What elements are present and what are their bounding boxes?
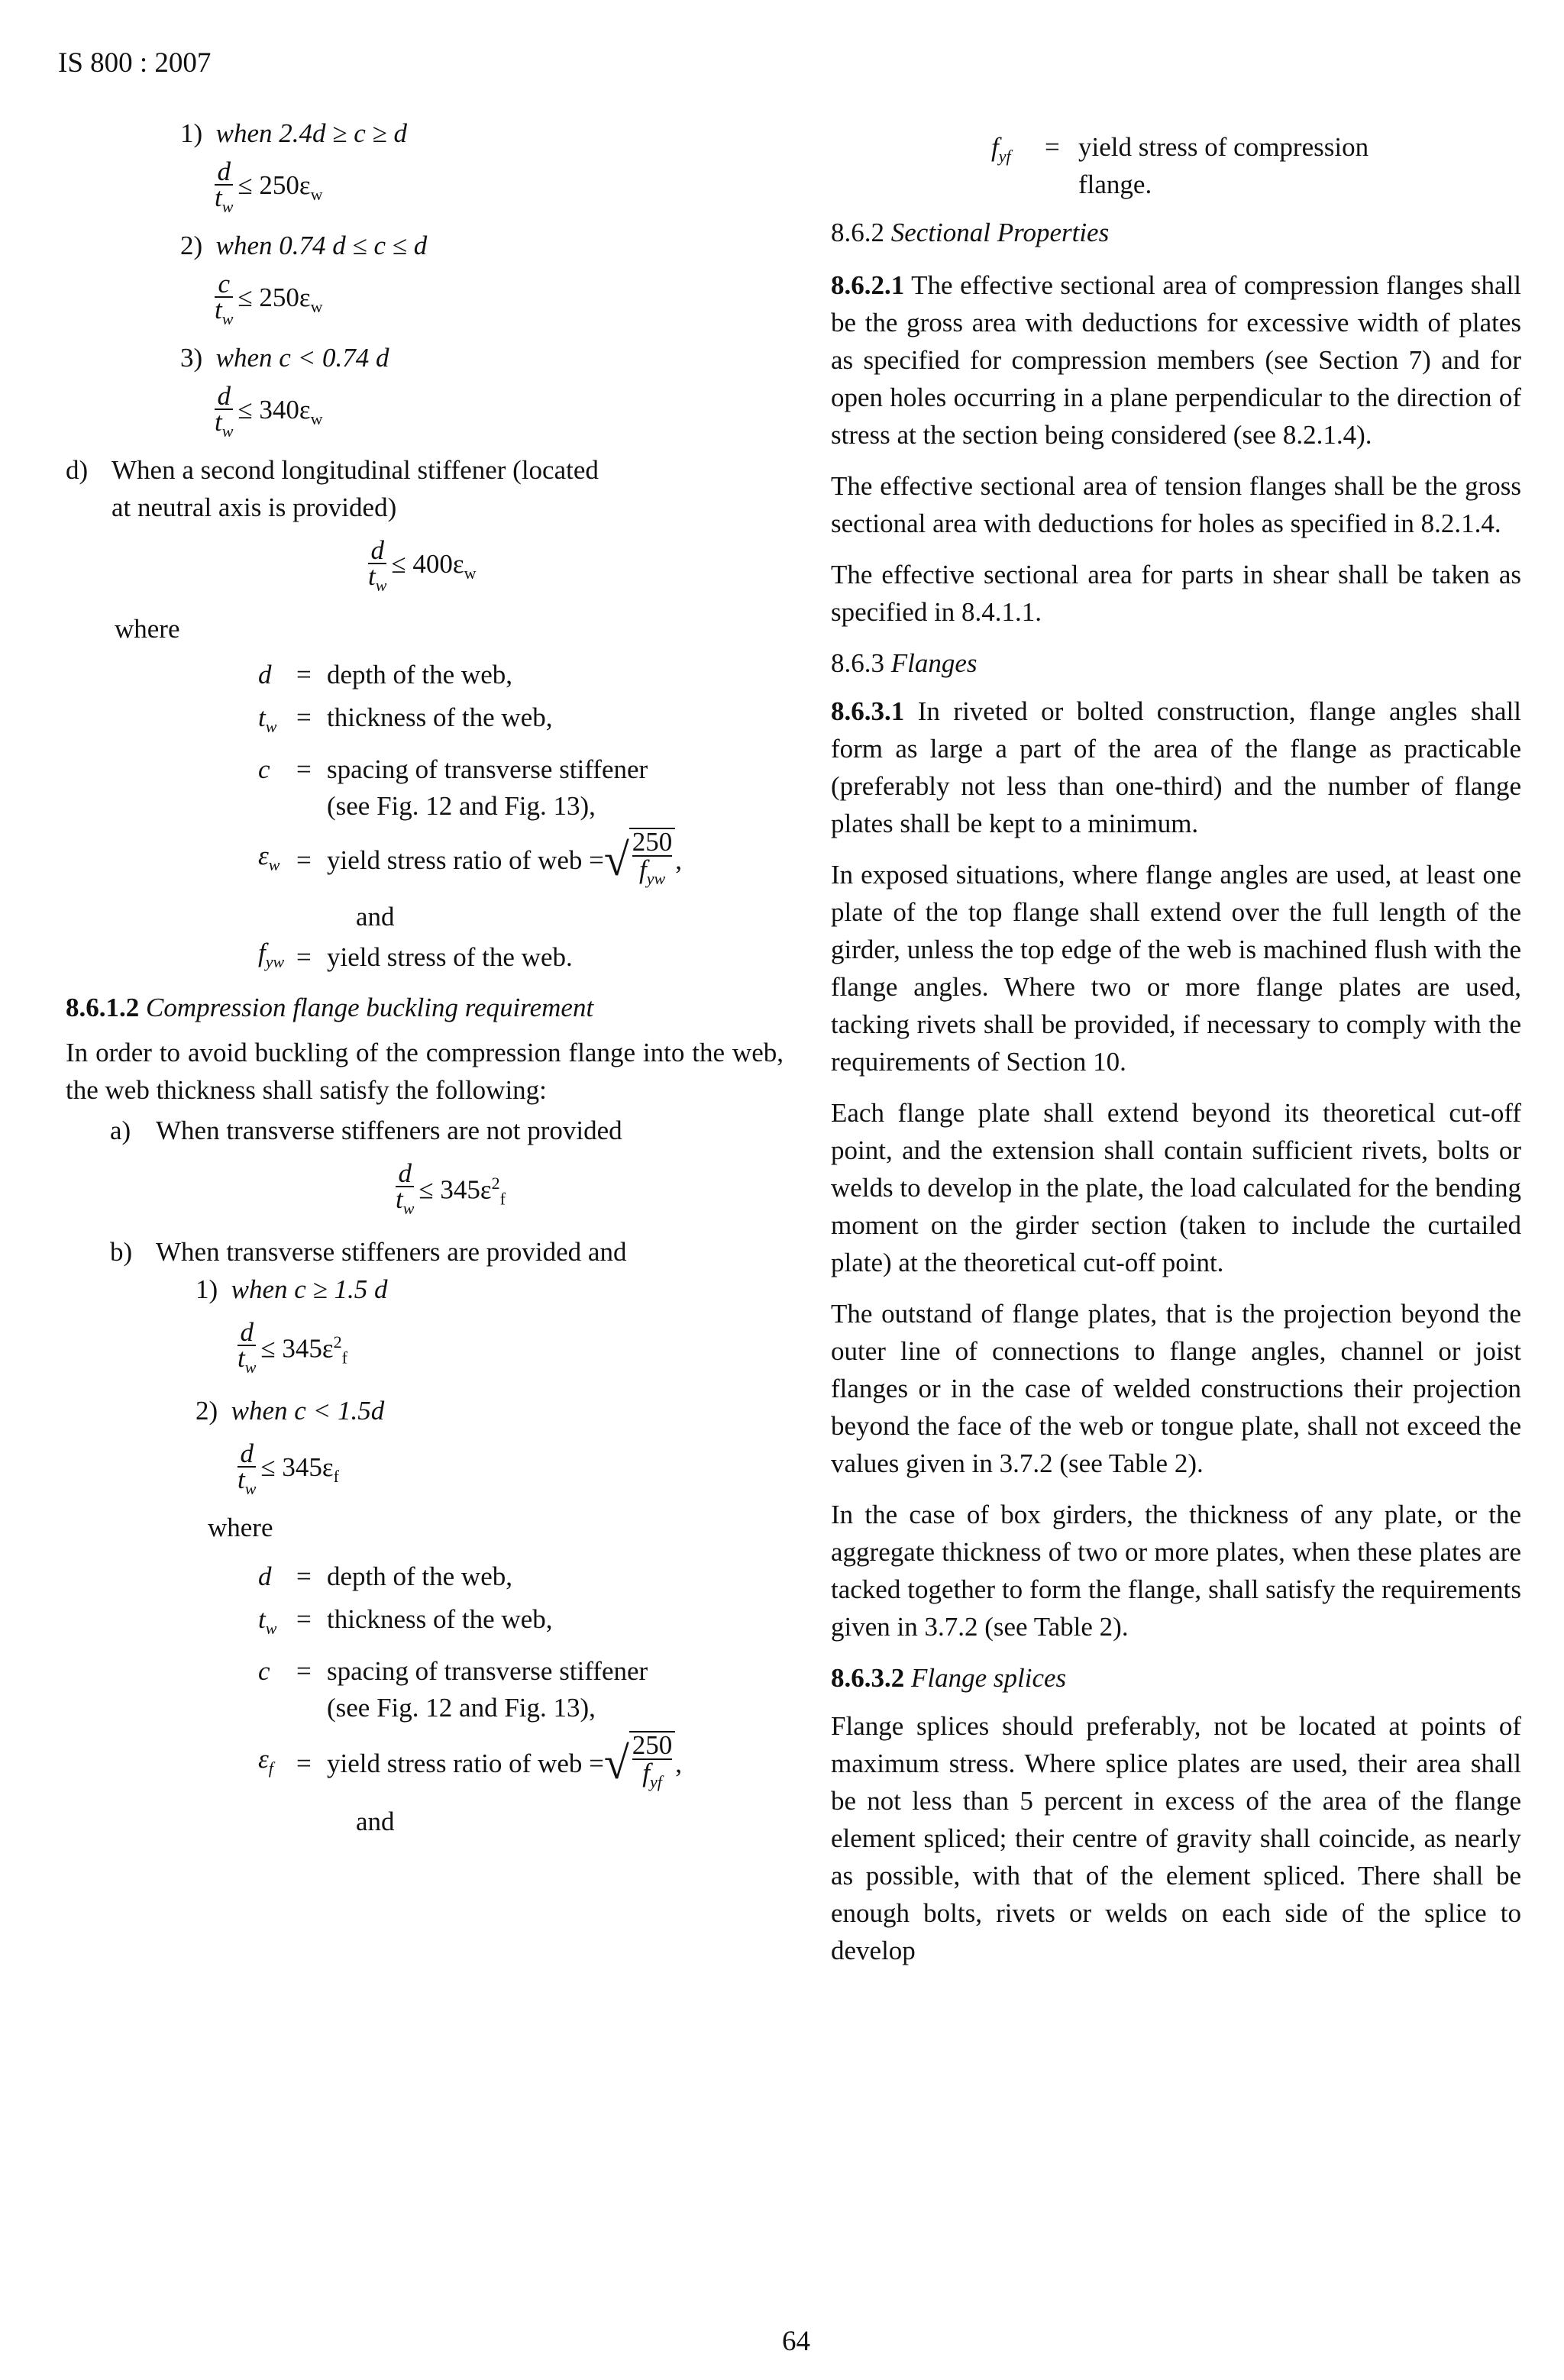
item-a: a) When transverse stiffeners are not provided [110, 1116, 622, 1145]
paragraph-8612: In order to avoid buckling of the compression flange into the web, the web thickness shall satisfy the following: [66, 1038, 784, 1105]
fraction: $\frac{d}{t_w}$ [215, 157, 234, 216]
square-root: √ 250 $f_{yf}$ [604, 1731, 675, 1795]
paragraph-outstand: The outstand of flange plates, that is the projection beyond the outer line of connections to flange angles, channel or joist flanges or in the case of welded constructions their projection beyond the face of the web or tongue plate, shall not exceed the values given in 3.7.2 (see Table 2). [831, 1299, 1521, 1478]
formula-d [368, 526, 784, 610]
section-863-heading: 8.6.3 Flanges [831, 648, 978, 678]
epsilon-f-definition: $\varepsilon_f$ = yield stress ratio of web = √ 250 $f_{yf}$ , [258, 1723, 784, 1803]
section-8612-heading: 8.6.1.2 Compression flange buckling requirement [66, 993, 594, 1022]
item-label: d) [66, 455, 89, 485]
definitions-2: d = depth of the web, $t_w$ = thickness of the web, c = spacing of transverse stiffener (see Fig. 12 and Fig. 13), [258, 1561, 648, 1723]
fraction: $\frac{d}{t_w}$ [238, 1439, 257, 1498]
definitions-1: d = depth of the web, $t_w$ = thickness of the web, c = spacing of transverse stiffener (see Fig. 12 and Fig. 13), [258, 660, 648, 821]
case-1 [180, 115, 784, 227]
case-condition: when 2.4d ≥ c ≥ d [215, 118, 407, 148]
case-label: 2) [180, 231, 203, 260]
item-d [66, 451, 784, 526]
formula-rhs: ≤ $345\varepsilon_f$ [260, 1452, 339, 1486]
fyw-definition: $f_{yw}$ = yield stress of the web. [258, 937, 573, 972]
paragraph-flange-splices: Flange splices should preferably, not be located at points of maximum stress. Where splice plates are used, their area shall be not less than 5 percent in excess of the area of the flange element spliced; their centre of gravity shall coincide, as nearly as possible, with that of the element spliced. There shall be enough bolts, rivets or welds on each side of the splice to develop [831, 1711, 1521, 1965]
formula-rhs: ≤ $250\varepsilon_w$ [238, 170, 323, 204]
epsilon-w-definition: $\varepsilon_w$ = yield stress ratio of web = √ 250 $f_{yw}$ , [258, 822, 784, 898]
formula-rhs: ≤ $345\varepsilon^2_f$ [260, 1332, 347, 1368]
section-8632-heading: 8.6.3.2 Flange splices [831, 1663, 1067, 1693]
fyf-definition: $f_{yf}$ = yield stress of compression flange. [991, 132, 1369, 199]
paragraph-8631: 8.6.3.1 In riveted or bolted construction, flange angles shall form as large a part of the area of the flange as practicable (preferably not less than one-third) and the number of flange plates shall be kept to a minimum. [831, 696, 1522, 838]
formula-rhs: ≤ $340\varepsilon_w$ [238, 394, 323, 428]
and-label: and [356, 902, 395, 932]
paragraph-tension-flanges: The effective sectional area of tension flanges shall be the gross sectional area with deductions for holes as specified in 8.2.1.4. [831, 471, 1521, 538]
case-b1: 1) when c ≥ 1.5 d $\frac{d}{t_w}$ ≤ $345\varepsilon^2_f$ [196, 1271, 784, 1392]
case-condition: when c < 0.74 d [215, 343, 389, 373]
and-label: and [356, 1807, 395, 1836]
page-number: 64 [782, 2326, 810, 2357]
paragraph-shear: The effective sectional area for parts in shear shall be taken as specified in 8.4.1.1. [831, 560, 1521, 627]
left-column [66, 115, 784, 1840]
where-label: where [208, 1513, 273, 1542]
paragraph-box-girders: In the case of box girders, the thickness of any plate, or the aggregate thickness of two or more plates, when these plates are tacked together to form the flange, shall satisfy the requirements given in 3.7.2 (see Table 2). [831, 1500, 1521, 1642]
case-3 [180, 339, 784, 451]
fraction: $\frac{d}{t_w}$ [368, 535, 387, 595]
right-column [831, 128, 1521, 1969]
fraction: $\frac{d}{t_w}$ [215, 381, 234, 441]
case-label: 1) [180, 118, 203, 148]
case-2 [180, 227, 784, 339]
fraction: $\frac{d}{t_w}$ [238, 1317, 257, 1377]
square-root: √ 250 $f_{yw}$ [604, 828, 675, 892]
item-b: b) When transverse stiffeners are provided and [110, 1237, 627, 1267]
paragraph-86211: 8.6.2.1 The effective sectional area of compression flanges shall be the gross area with deductions for excessive width of plates as specified for compression members (see Section 7) and for open holes occurring in a plane perpendicular to the direction of stress at the section being considered (see 8.2.1.4). [831, 270, 1521, 450]
formula-rhs: ≤ $345\varepsilon^2_f$ [418, 1174, 506, 1209]
item-text: When a second longitudinal stiffener (located [111, 455, 599, 485]
paragraph-exposed: In exposed situations, where flange angles are used, at least one plate of the top flange shall extend over the full length of the girder, unless the top edge of the web is machined flush with the flange angles. Where two or more flange plates are used, tacking rivets shall be provided, if necessary to comply with the requirements of Section 10. [831, 860, 1521, 1077]
case-b2: 2) when c < 1.5d $\frac{d}{t_w}$ ≤ $345\varepsilon_f$ [196, 1392, 784, 1513]
paragraph-each-flange-plate: Each flange plate shall extend beyond its theoretical cut-off point, and the extension shall contain sufficient rivets, bolts or welds to develop in the plate, the load calculated for the bending moment on the girder section (taken to include the curtailed plate) at the theoretical cut-off point. [831, 1098, 1521, 1277]
case-label: 3) [180, 343, 203, 373]
formula-a [396, 1149, 784, 1233]
where-label: where [115, 614, 180, 644]
fraction: $\frac{d}{t_w}$ [396, 1158, 415, 1218]
formula-rhs: ≤ $250\varepsilon_w$ [238, 282, 323, 316]
section-862-heading: 8.6.2 Sectional Properties [831, 218, 1110, 247]
fraction: $\frac{c}{t_w}$ [215, 269, 234, 328]
item-text: at neutral axis is provided) [111, 492, 397, 522]
standard-header: IS 800 : 2007 [58, 47, 212, 79]
case-condition: when 0.74 d ≤ c ≤ d [215, 231, 428, 260]
formula-rhs: ≤ $400\varepsilon_w$ [391, 548, 477, 583]
